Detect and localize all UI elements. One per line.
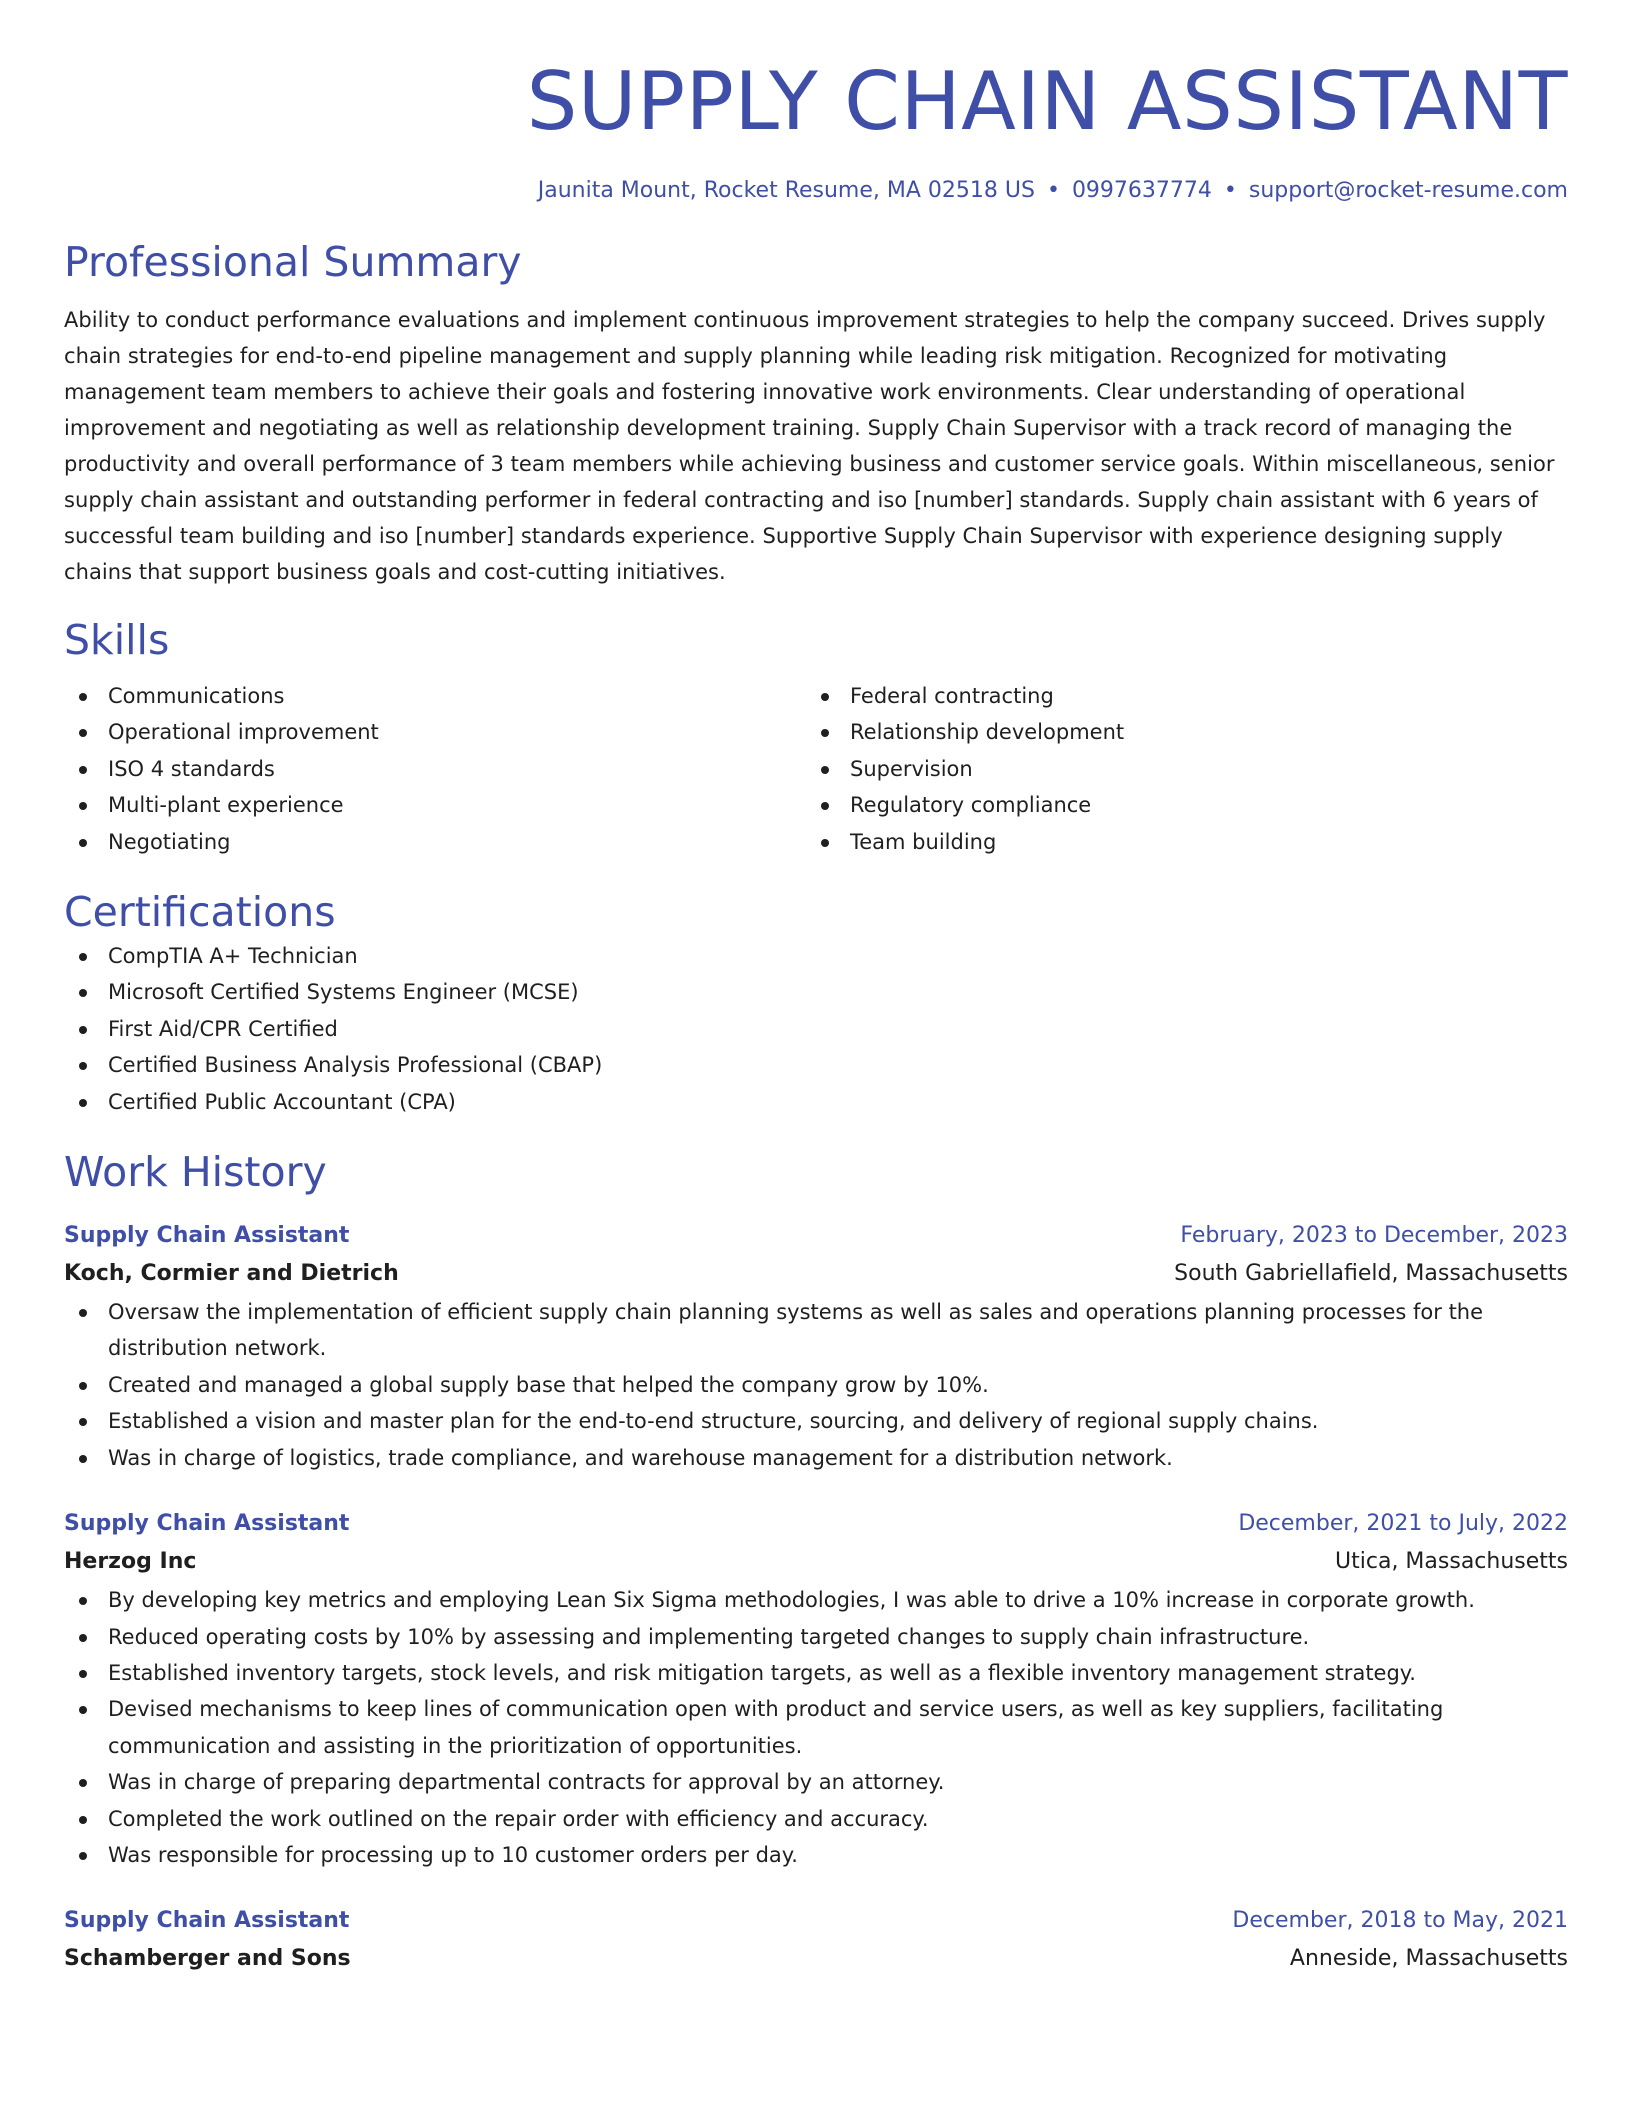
bullet-icon <box>79 953 87 961</box>
certification-item <box>64 938 1568 974</box>
skill-item <box>806 787 1548 823</box>
job-location: Utica, Massachusetts <box>1335 1549 1568 1575</box>
job-bullet <box>64 1582 1568 1618</box>
bullet-icon <box>79 1779 87 1787</box>
contact-separator: • <box>1046 178 1060 203</box>
bullet-icon <box>79 839 87 847</box>
resume-header <box>64 0 1568 206</box>
job-title: Supply Chain Assistant <box>64 1511 350 1537</box>
bullet-icon <box>79 1026 87 1034</box>
certification-item <box>64 974 1568 1010</box>
certifications-heading: Certifications <box>64 888 336 937</box>
job-company: Koch, Cormier and Dietrich <box>64 1261 399 1287</box>
job-bullet <box>64 1367 1568 1403</box>
job-bullet-text: Reduced operating costs by 10% by assessing and implementing targeted changes to supply chain infrastructure. <box>108 1624 1310 1649</box>
skill-label: Regulatory compliance <box>850 793 1092 818</box>
skill-label: Operational improvement <box>108 720 379 745</box>
bullet-icon <box>79 1706 87 1714</box>
contact-separator: • <box>1223 178 1237 203</box>
job-bullet <box>64 1655 1568 1691</box>
skill-item <box>64 678 806 714</box>
certification-item <box>64 1011 1568 1047</box>
job-bullet-text: Devised mechanisms to keep lines of communication open with product and service users, as well as key suppliers, facilitating communication and assisting in the prioritization of opportunities. <box>108 1697 1444 1758</box>
job-bullet-text: Was responsible for processing up to 10 customer orders per day. <box>108 1842 798 1867</box>
job-dates: December, 2018 to May, 2021 <box>1232 1908 1568 1934</box>
skills-grid <box>64 678 1568 860</box>
bullet-icon <box>79 729 87 737</box>
job-bullet-text: Was in charge of logistics, trade compliance, and warehouse management for a distribution network. <box>108 1445 1173 1470</box>
job-bullet-text: By developing key metrics and employing Lean Six Sigma methodologies, I was able to drive a 10% increase in corporate growth. <box>108 1588 1475 1613</box>
bullet-icon <box>79 693 87 701</box>
job-location: Anneside, Massachusetts <box>1289 1946 1568 1972</box>
bullet-icon <box>79 1670 87 1678</box>
contact-address: Jaunita Mount, Rocket Resume, MA 02518 US <box>537 178 1035 203</box>
skill-label: Communications <box>108 684 285 708</box>
skills-list-left <box>64 678 806 860</box>
job-title: Supply Chain Assistant <box>64 1908 350 1934</box>
job-bullet-text: Created and managed a global supply base that helped the company grow by 10%. <box>108 1372 989 1397</box>
job-bullet-text: Established inventory targets, stock levels, and risk mitigation targets, as well as a flexible inventory management strategy. <box>108 1660 1416 1685</box>
job-title: Supply Chain Assistant <box>64 1223 350 1249</box>
bullet-icon <box>79 1099 87 1107</box>
certification-label: Microsoft Certified Systems Engineer (MCSE) <box>108 980 579 1005</box>
bullet-icon <box>79 802 87 810</box>
job-dates: December, 2021 to July, 2022 <box>1238 1511 1568 1537</box>
certifications-list <box>64 938 1568 1120</box>
skills-column-right <box>806 678 1548 860</box>
bullet-icon <box>79 989 87 997</box>
bullet-icon <box>79 1597 87 1605</box>
job-dates: February, 2023 to December, 2023 <box>1180 1223 1568 1249</box>
skills-column-left <box>64 678 806 860</box>
job-company-row <box>64 1254 1568 1294</box>
skill-item <box>806 751 1548 787</box>
bullet-icon <box>821 729 829 737</box>
certification-item <box>64 1084 1568 1120</box>
job-bullet-list <box>64 1294 1568 1476</box>
job-company-row <box>64 1939 1568 1979</box>
certification-item <box>64 1047 1568 1083</box>
bullet-icon <box>821 802 829 810</box>
certification-label: First Aid/CPR Certified <box>108 1016 338 1041</box>
skills-heading: Skills <box>64 616 170 664</box>
skill-label: Multi-plant experience <box>108 793 344 818</box>
job-bullet-text: Oversaw the implementation of efficient supply chain planning systems as well as sales and operations planning processes for the distribution network. <box>108 1300 1484 1361</box>
job-bullet <box>64 1619 1568 1655</box>
job-header-row <box>64 1218 1568 1254</box>
skill-label: Federal contracting <box>850 684 1054 708</box>
bullet-icon <box>821 693 829 701</box>
skill-item <box>806 824 1548 860</box>
skill-label: ISO 4 standards <box>108 756 275 781</box>
job-bullet-text: Completed the work outlined on the repair order with efficiency and accuracy. <box>108 1806 929 1831</box>
job-entry <box>64 1506 1568 1873</box>
skill-item <box>806 714 1548 750</box>
skill-label: Relationship development <box>850 720 1125 745</box>
bullet-icon <box>821 766 829 774</box>
job-bullet <box>64 1294 1568 1367</box>
skill-item <box>64 787 806 823</box>
contact-email[interactable]: support@rocket-resume.com <box>1248 178 1568 203</box>
bullet-icon <box>79 1062 87 1070</box>
contact-phone: 0997637774 <box>1071 178 1212 203</box>
skill-label: Team building <box>850 829 997 854</box>
bullet-icon <box>79 766 87 774</box>
job-entry <box>64 1218 1568 1476</box>
bullet-icon <box>79 1852 87 1860</box>
skill-label: Supervision <box>850 756 973 781</box>
job-entry <box>64 1903 1568 1979</box>
certification-label: Certified Business Analysis Professional (CBAP) <box>108 1053 603 1078</box>
skills-list-right <box>806 678 1548 860</box>
skill-label: Negotiating <box>108 829 231 854</box>
job-header-row <box>64 1506 1568 1542</box>
bullet-icon <box>79 1309 87 1317</box>
bullet-icon <box>79 1382 87 1390</box>
bullet-icon <box>79 1816 87 1824</box>
job-bullet <box>64 1691 1568 1764</box>
work-history-heading: Work History <box>64 1148 327 1197</box>
skill-item <box>64 824 806 860</box>
job-header-row <box>64 1903 1568 1939</box>
job-company: Herzog Inc <box>64 1549 197 1575</box>
bullet-icon <box>79 1455 87 1463</box>
skill-item <box>806 678 1548 714</box>
skill-item <box>64 751 806 787</box>
job-bullet-list <box>64 1582 1568 1873</box>
job-location: South Gabriellafield, Massachusetts <box>1174 1261 1568 1287</box>
certification-label: Certified Public Accountant (CPA) <box>108 1089 456 1114</box>
summary-heading: Professional Summary <box>64 238 522 286</box>
job-bullet-text: Was in charge of preparing departmental contracts for approval by an attorney. <box>108 1770 945 1795</box>
job-bullet <box>64 1801 1568 1837</box>
job-bullet <box>64 1837 1568 1873</box>
contact-line <box>64 176 1568 206</box>
job-bullet <box>64 1764 1568 1800</box>
certification-label: CompTIA A+ Technician <box>108 944 358 969</box>
resume-title: SUPPLY CHAIN ASSISTANT <box>526 55 1568 148</box>
bullet-icon <box>79 1634 87 1642</box>
job-bullet-text: Established a vision and master plan for the end-to-end structure, sourcing, and delivery of regional supply chains. <box>108 1409 1319 1434</box>
bullet-icon <box>79 1418 87 1426</box>
job-company: Schamberger and Sons <box>64 1946 351 1972</box>
skill-item <box>64 714 806 750</box>
summary-text: Ability to conduct performance evaluations and implement continuous improvement strategies to help the company succeed. Drives supply chain strategies for end-to-end pipeline management and supply planning while leading risk mitigation. Recognized for motivating management team members to achieve their goals and fostering innovative work environments. Clear understanding of operational improvement and negotiating as well as relationship development training. Supply Chain Supervisor with a track record of managing the productivity and overall performance of 3 team members while achieving business and customer service goals. Within miscellaneous, senior supply chain assistant and outstanding performer in federal contracting and iso [number] standards. Supply chain assistant with 6 years of successful team building and iso [number] standards experience. Supportive Supply Chain Supervisor with experience designing supply chains that support business goals and cost-cutting initiatives. <box>64 308 1555 584</box>
job-bullet <box>64 1403 1568 1439</box>
bullet-icon <box>821 839 829 847</box>
job-bullet <box>64 1440 1568 1476</box>
job-company-row <box>64 1542 1568 1582</box>
